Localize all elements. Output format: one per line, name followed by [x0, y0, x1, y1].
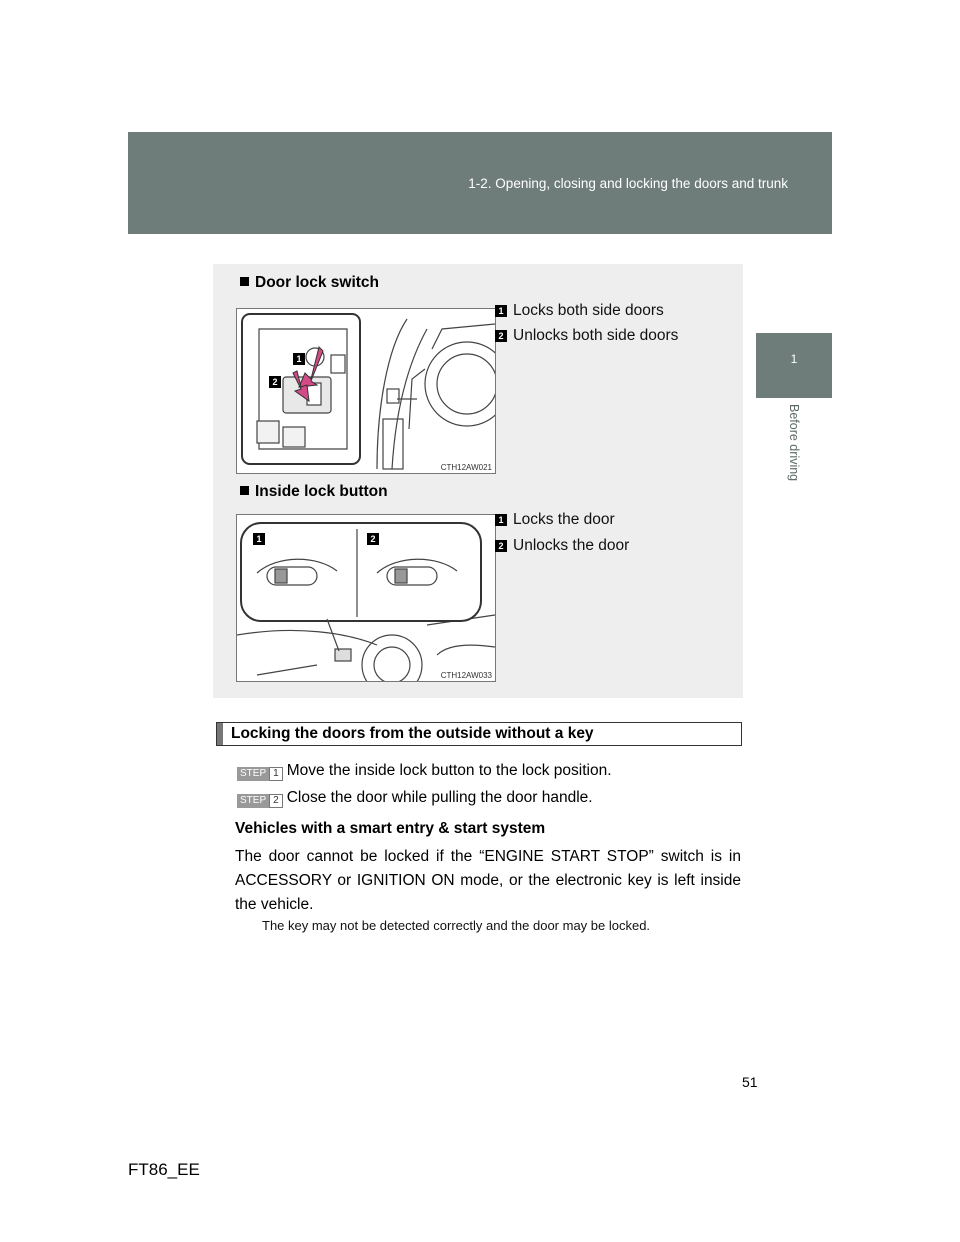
chapter-number: 1 — [790, 352, 798, 366]
door-lock-switch-heading: Door lock switch — [240, 274, 379, 292]
step-1: STEP 1 Move the inside lock button to the lock position. — [237, 762, 612, 780]
heading-accent-bar — [217, 723, 223, 745]
chapter-label: Before driving — [787, 404, 801, 482]
header-title: 1-2. Opening, closing and locking the doors and trunk — [468, 176, 788, 191]
svg-text:2: 2 — [370, 534, 376, 544]
step-badge: STEP 2 — [237, 794, 283, 808]
figure-code: CTH12AW033 — [440, 671, 492, 680]
document-code: FT86_EE — [128, 1160, 200, 1179]
page-number: 51 — [742, 1074, 758, 1090]
door-lock-item-2: 2 Unlocks both side doors — [495, 327, 678, 345]
smart-entry-subheading: Vehicles with a smart entry & start system — [235, 820, 546, 837]
step-2: STEP 2 Close the door while pulling the door handle. — [237, 789, 593, 807]
section-heading: Locking the doors from the outside without a key — [216, 722, 742, 746]
svg-text:2: 2 — [272, 377, 278, 387]
inside-lock-item-1: 1 Locks the door — [495, 511, 615, 529]
inside-lock-button-heading: Inside lock button — [240, 483, 388, 501]
door-lock-item-1: 1 Locks both side doors — [495, 302, 664, 320]
number-1-icon: 1 — [495, 514, 507, 526]
inside-lock-button-figure — [236, 514, 496, 682]
smart-entry-paragraph: The door cannot be locked if the “ENGINE START STOP” switch is in ACCESSORY or IGNITION ON mode, or the electronic key is left inside the vehicle. — [235, 848, 741, 913]
square-bullet-icon — [240, 277, 249, 286]
step-badge: STEP 1 — [237, 767, 283, 781]
note-text: The key may not be detected correctly and the door may be locked. — [262, 918, 651, 933]
inside-lock-item-2: 2 Unlocks the door — [495, 537, 629, 555]
square-bullet-icon — [240, 486, 249, 495]
number-1-icon: 1 — [495, 305, 507, 317]
number-2-icon: 2 — [495, 330, 507, 342]
number-2-icon: 2 — [495, 540, 507, 552]
figure-code: CTH12AW021 — [440, 463, 492, 472]
svg-text:1: 1 — [256, 534, 262, 544]
svg-text:1: 1 — [296, 354, 302, 364]
door-lock-switch-figure — [236, 308, 496, 474]
